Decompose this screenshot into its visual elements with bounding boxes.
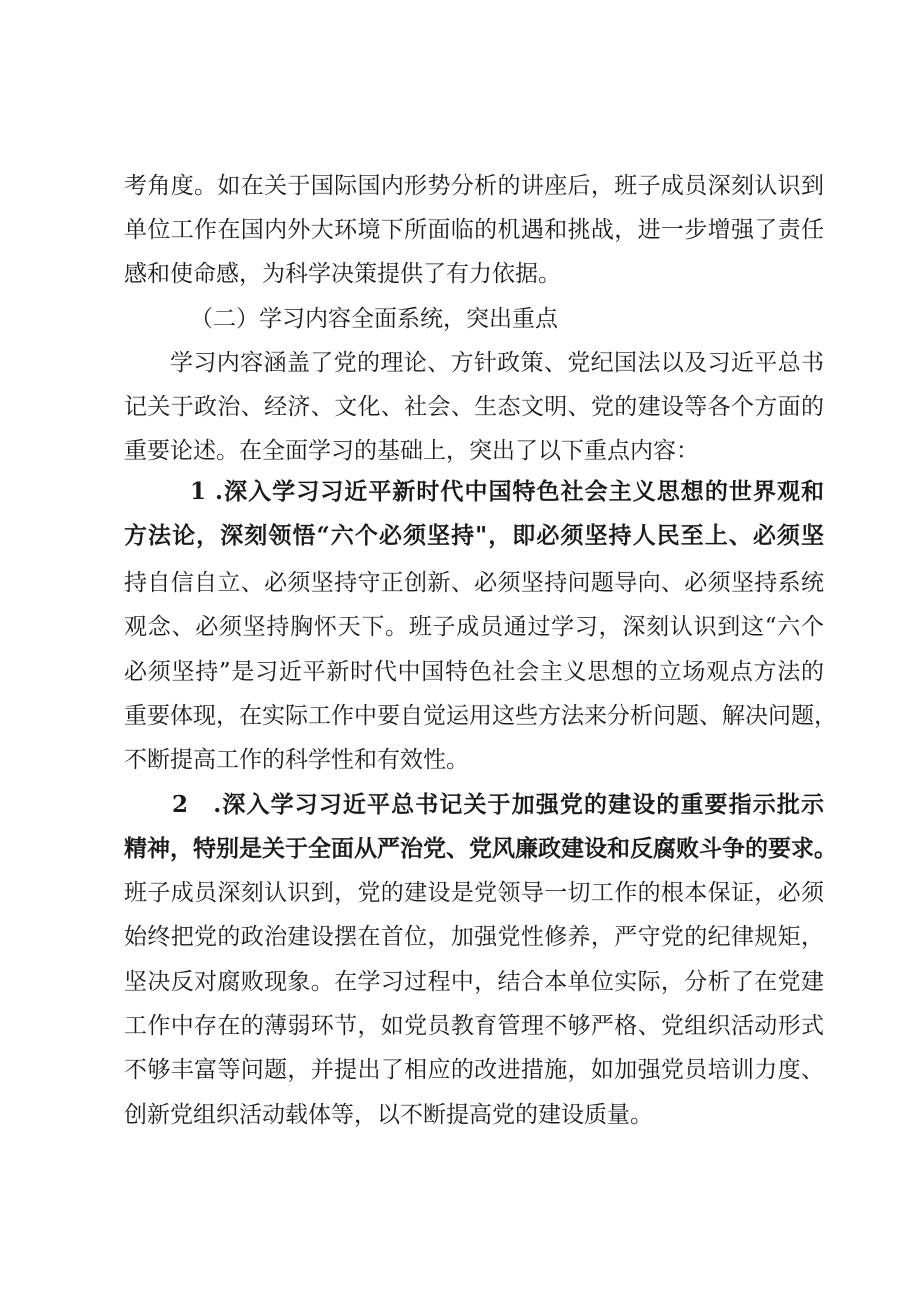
- body-text-line: 单位工作在国内外大环境下所面临的机遇和挑战，进一步增强了责任: [124, 217, 824, 243]
- body-text-line: 不断提高工作的科学性和有效性。: [124, 747, 469, 773]
- list-item-2-heading: 2 .深入学习习近平总书记关于加强党的建设的重要指示批示: [172, 791, 824, 818]
- body-text-line: 创新党组织活动载体等，以不断提高党的建设质量。: [124, 1102, 653, 1128]
- body-text-line: 始终把党的政治建设摆在首位，加强党性修养，严守党的纪律规矩，: [124, 924, 824, 950]
- body-text-line: 重要论述。在全面学习的基础上，突出了以下重点内容：: [124, 438, 699, 464]
- body-text-line: 记关于政治、经济、文化、社会、生态文明、党的建设等各个方面的: [124, 394, 824, 420]
- body-text-line: 学习内容涵盖了党的理论、方针政策、党纪国法以及习近平总书: [170, 350, 824, 376]
- body-text-line: 重要体现，在实际工作中要自觉运用这些方法来分析问题、解决问题，: [124, 703, 837, 729]
- body-text-line: 持自信自立、必须坚持守正创新、必须坚持问题导向、必须坚持系统: [124, 570, 824, 596]
- list-item-1-heading: 1 .深入学习习近平新时代中国特色社会主义思想的世界观和: [190, 478, 824, 505]
- body-text-line: 坚决反对腐败现象。在学习过程中，结合本单位实际，分析了在党建: [124, 969, 824, 995]
- body-text-line: 不够丰富等问题，并提出了相应的改进措施，如加强党员培训力度、: [124, 1057, 824, 1083]
- body-text-line: 观念、必须坚持胸怀天下。班子成员通过学习，深刻认识到这“六个: [124, 614, 824, 640]
- body-text-line: 必须坚持”是习近平新时代中国特色社会主义思想的立场观点方法的: [124, 659, 824, 685]
- body-text-line: 精神，特别是关于全面从严治党、党风廉政建设和反腐败斗争的要求。: [124, 835, 837, 862]
- body-text-line: 班子成员深刻认识到，党的建设是党领导一切工作的根本保证，必须: [124, 880, 824, 906]
- body-text-line: 考角度。如在关于国际国内形势分析的讲座后，班子成员深刻认识到: [124, 173, 824, 199]
- body-text-line: 工作中存在的薄弱环节，如党员教育管理不够严格、党组织活动形式: [124, 1013, 824, 1039]
- section-heading: （二）学习内容全面系统，突出重点: [190, 306, 558, 332]
- body-text-line: 方法论，深刻领悟“六个必须坚持"，即必须坚持人民至上、必须坚: [124, 522, 824, 549]
- body-text-line: 感和使命感，为科学决策提供了有力依据。: [124, 261, 561, 287]
